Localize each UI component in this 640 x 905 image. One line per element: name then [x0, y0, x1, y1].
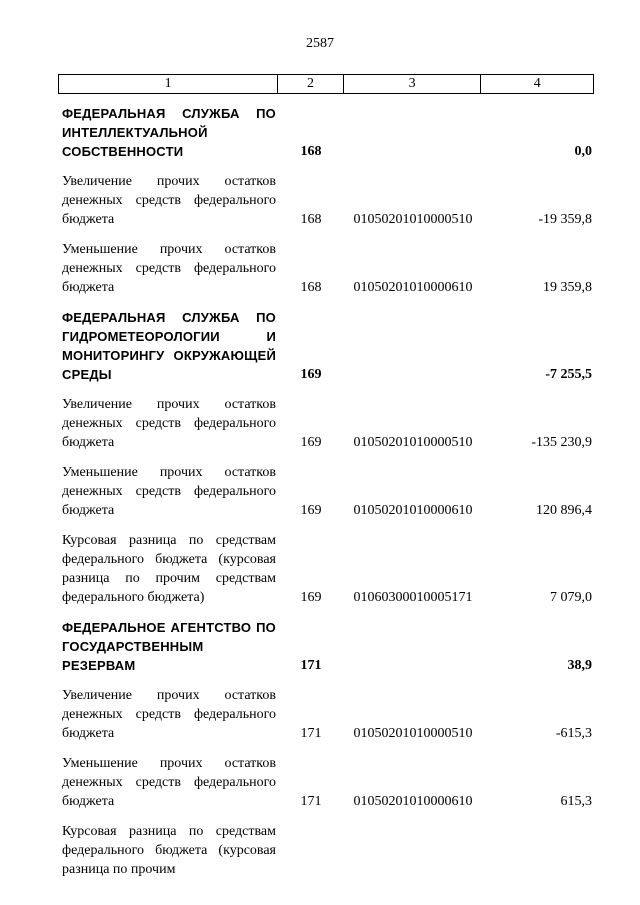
row-code: 169	[300, 435, 322, 450]
row-code: 169	[300, 367, 322, 382]
row-amount: 0,0	[574, 144, 592, 159]
row-amount: -615,3	[555, 726, 592, 741]
table-row	[58, 240, 594, 297]
row-kbk: 01060300010005171	[353, 590, 473, 605]
table-row	[58, 618, 594, 675]
row-name: ФЕДЕРАЛЬНАЯ СЛУЖБА ПО ГИДРОМЕТЕОРОЛОГИИ И МОНИТОРИНГУ ОКРУЖАЮЩЕЙ СРЕДЫ	[62, 310, 276, 382]
table-row	[58, 531, 594, 607]
row-code: 168	[300, 212, 322, 227]
row-name: ФЕДЕРАЛЬНАЯ СЛУЖБА ПО ИНТЕЛЛЕКТУАЛЬНОЙ СОБСТВЕННОСТИ	[62, 106, 276, 159]
row-name: Курсовая разница по средствам федерального бюджета (курсовая разница по прочим	[62, 824, 276, 877]
row-name: ФЕДЕРАЛЬНОЕ АГЕНТСТВО ПО ГОСУДАРСТВЕННЫМ РЕЗЕРВАМ	[62, 620, 276, 673]
row-name: Курсовая разница по средствам федерального бюджета (курсовая разница по прочим средствам федерального бюджета)	[62, 533, 276, 605]
row-kbk: 01050201010000510	[353, 212, 473, 227]
row-kbk: 01050201010000510	[353, 435, 473, 450]
table-row	[58, 172, 594, 229]
row-amount: 120 896,4	[536, 503, 592, 518]
row-code: 168	[300, 144, 322, 159]
row-amount: -135 230,9	[531, 435, 592, 450]
row-code: 171	[300, 726, 322, 741]
table-row	[58, 104, 594, 161]
table-row	[58, 463, 594, 520]
row-amount: -19 359,8	[538, 212, 592, 227]
table-row	[58, 754, 594, 811]
table-header	[58, 74, 594, 94]
column-header-2: 2	[278, 75, 344, 93]
row-code: 171	[300, 794, 322, 809]
row-amount: 19 359,8	[543, 280, 592, 295]
table-row	[58, 686, 594, 743]
row-amount: -7 255,5	[545, 367, 592, 382]
row-name: Увеличение прочих остатков денежных средств федерального бюджета	[62, 174, 276, 227]
row-kbk: 01050201010000510	[353, 726, 473, 741]
page-number: 2587	[306, 36, 334, 51]
column-header-4: 4	[533, 76, 541, 91]
row-name: Уменьшение прочих остатков денежных средств федерального бюджета	[62, 756, 276, 809]
column-header-3: 3	[344, 75, 481, 93]
row-name: Увеличение прочих остатков денежных средств федерального бюджета	[62, 688, 276, 741]
row-name: Уменьшение прочих остатков денежных средств федерального бюджета	[62, 465, 276, 518]
row-amount: 615,3	[560, 794, 592, 809]
row-code: 171	[300, 658, 322, 673]
table-row	[58, 308, 594, 384]
table-row	[58, 395, 594, 452]
row-kbk: 01050201010000610	[353, 503, 473, 518]
row-kbk: 01050201010000610	[353, 280, 473, 295]
row-code: 168	[300, 280, 322, 295]
row-code: 169	[300, 503, 322, 518]
row-name: Увеличение прочих остатков денежных средств федерального бюджета	[62, 397, 276, 450]
row-kbk: 01050201010000610	[353, 794, 473, 809]
table-body	[58, 104, 594, 890]
column-header-1: 1	[59, 75, 278, 93]
row-name: Уменьшение прочих остатков денежных средств федерального бюджета	[62, 242, 276, 295]
row-amount: 7 079,0	[550, 590, 592, 605]
row-code: 169	[300, 590, 322, 605]
table-row	[58, 822, 594, 879]
row-amount: 38,9	[567, 658, 592, 673]
